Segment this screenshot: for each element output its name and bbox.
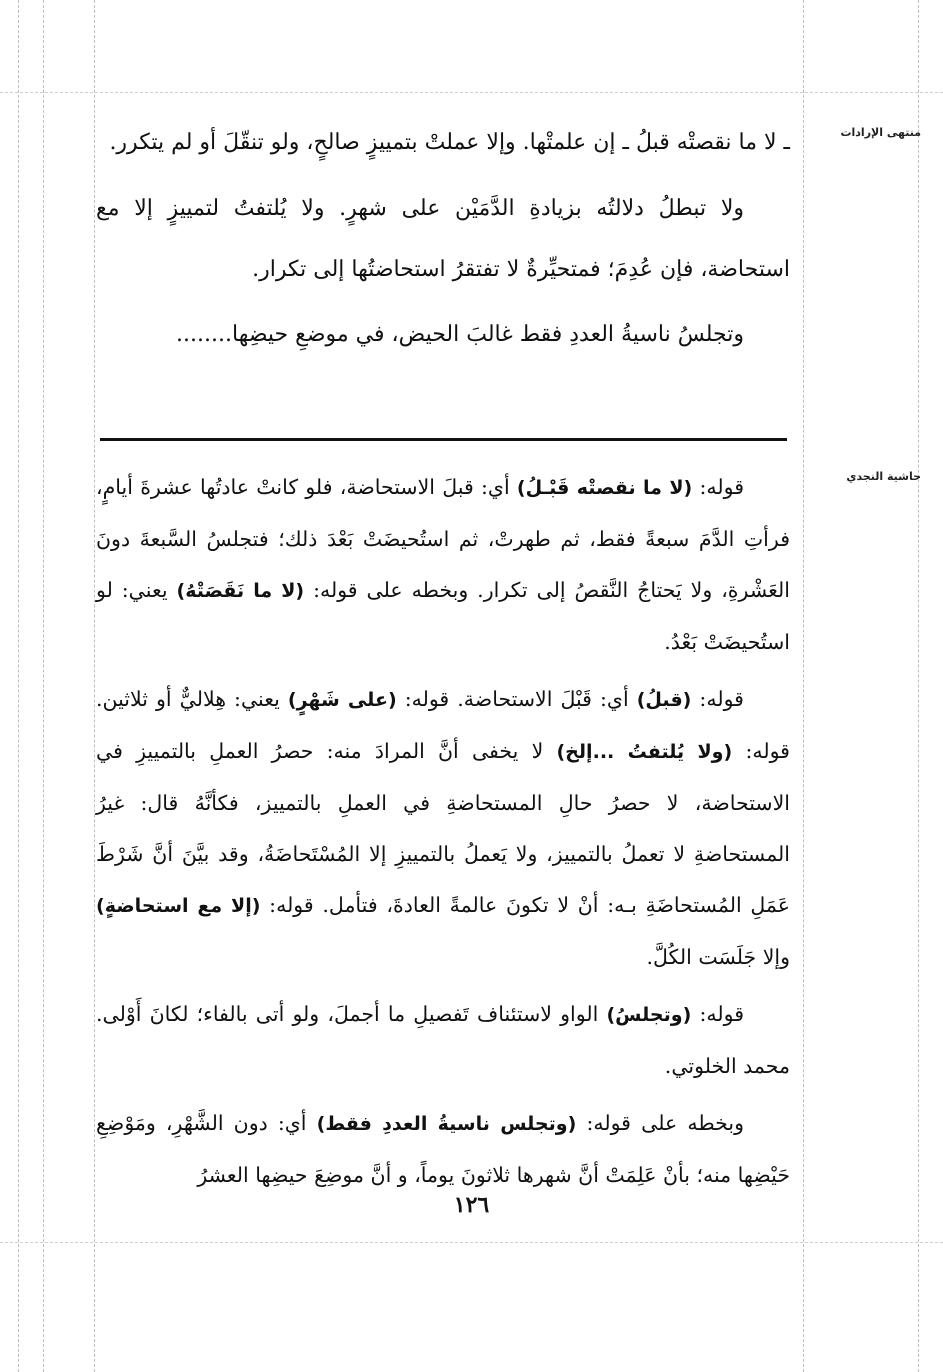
sharh-paragraph bbox=[96, 674, 790, 983]
quoted-lemma: (إلا مع استحاضةٍ) bbox=[96, 895, 261, 917]
matn-paragraph: ولا تبطلُ دلالتُه بزيادةِ الدَّمَيْن على شهرٍ. ولا يُلتفتُ لتمييزٍ إلا مع استحاضة، فإن عُدِمَ؛ فمتحيِّرةٌ لا تفتقرُ استحاضتُها إلى تكرار. bbox=[96, 196, 790, 282]
matn-text bbox=[96, 112, 790, 365]
matn-paragraph: وتجلسُ ناسيةُ العددِ فقط غالبَ الحيض، في موضعِ حيضِها........ bbox=[176, 322, 744, 347]
commentary-text: وبخطه على قوله: bbox=[576, 1111, 744, 1135]
commentary-text: قوله: bbox=[692, 475, 744, 499]
quoted-lemma: (قبلُ) bbox=[636, 689, 692, 711]
scan-guide-line bbox=[918, 0, 919, 1372]
quoted-lemma: (وتجلسُ) bbox=[606, 1004, 692, 1026]
commentary-text: يعني: هِلاليٌّ أو ثلاثين. قوله: bbox=[96, 687, 790, 763]
quoted-lemma: (لا ما نقصتْه قَبْـلُ) bbox=[516, 477, 693, 499]
side-label-najdi: حاشية النجدي bbox=[846, 470, 921, 483]
commentary-text: أي: قَبْلَ الاستحاضة. قوله: bbox=[396, 687, 637, 711]
quoted-lemma: (وتجلس ناسيةُ العددِ فقط) bbox=[316, 1113, 577, 1135]
page-number: ١٢٦ bbox=[453, 1192, 490, 1218]
sharh-paragraph bbox=[96, 989, 790, 1092]
scan-guide-line bbox=[18, 0, 19, 1372]
commentary-text: قوله: bbox=[691, 687, 744, 711]
scan-guide-line bbox=[43, 0, 44, 1372]
commentary-text: الواو لاستئناف تَفصيلِ ما أجملَ، ولو أتى بالفاء؛ لكانَ أَوْلى. محمد الخلوتي. bbox=[96, 1002, 790, 1078]
quoted-lemma: (على شَهْرٍ) bbox=[287, 689, 397, 711]
matn-paragraph: ـ لا ما نقصتْه قبلُ ـ إن علمتْها. وإلا عملتْ بتمييزٍ صالحٍ، ولو تنقّلَ أو لم يتكرر. bbox=[109, 130, 790, 155]
scan-guide-line bbox=[94, 0, 95, 1372]
quoted-lemma: (لا ما نَقَصَتْهُ) bbox=[176, 580, 305, 602]
quoted-lemma: (ولا يُلتفتُ ...إلخ) bbox=[556, 741, 733, 763]
scan-guide-line bbox=[0, 1242, 943, 1243]
commentary-text: قوله: bbox=[691, 1002, 744, 1026]
side-label-muntaha: منتهى الإرادات bbox=[840, 126, 921, 139]
scan-guide-line bbox=[0, 92, 943, 93]
commentary-text: وإلا جَلَسَت الكُلَّ. bbox=[646, 945, 790, 969]
sharh-paragraph bbox=[96, 1098, 790, 1201]
scan-guide-line bbox=[803, 0, 804, 1372]
commentary-text: أي: قبلَ الاستحاضة، فلو كانتْ عادتُها عشرةَ أيامٍ، فرأتِ الدَّمَ سبعةً فقط، ثم طهرتْ، ثم استُحيضَتْ بَعْدَ ذلك؛ فتجلسُ السَّبعةَ دونَ العَشْرةِ، ولا يَحتاجُ النَّقصُ إلى تكرار. وبخطه على قوله: bbox=[96, 475, 790, 602]
sharh-paragraph bbox=[96, 462, 790, 668]
commentary-text: أي: دون الشَّهْرِ، ومَوْضِعِ حَيْضِها منه؛ بأنْ عَلِمَتْ أنَّ شهرها ثلاثونَ يوماً، و أنَّ موضِعَ حيضِها العشرُ bbox=[96, 1111, 790, 1187]
commentary-text: لا يخفى أنَّ المرادَ منه: حصرُ العملِ بالتمييزِ في الاستحاضة، لا حصرُ حالِ المستحاضةِ في العملِ بالتمييز، فكأنَّهُ قال: غيرُ المستحاضةِ لا تعملُ بالتمييز، ولا يَعملُ بالتمييزِ إلا المُسْتَحاضَةُ، وقد بيَّنَ أنَّ شَرْطَ عَمَلِ المُستحاضَةِ بـه: أنْ لا تكونَ عالمةً العادةَ، فتأمل. قوله: bbox=[96, 739, 790, 917]
separator-rule bbox=[100, 438, 787, 441]
sharh-text bbox=[96, 462, 790, 1201]
commentary-text: يعني: لو استُحيضَتْ بَعْدُ. bbox=[96, 578, 790, 654]
